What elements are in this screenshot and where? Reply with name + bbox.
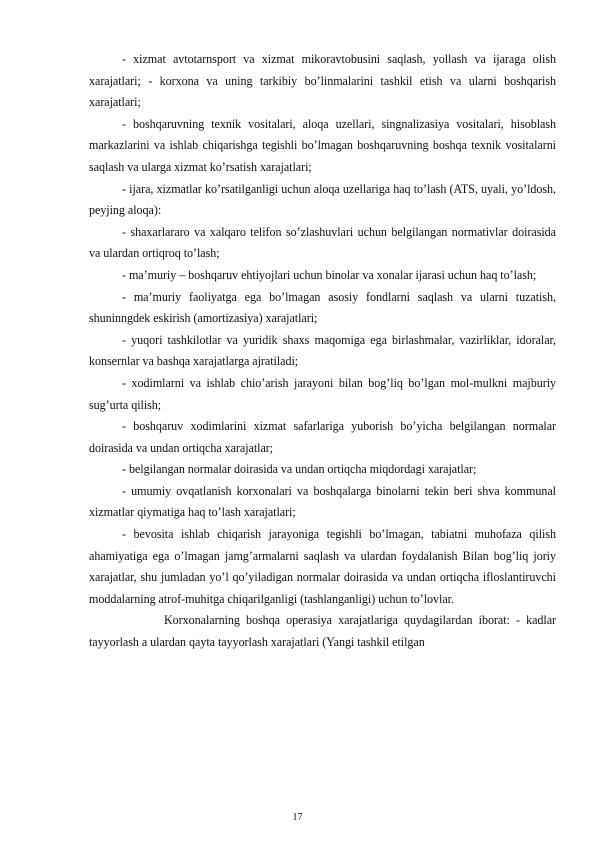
paragraph-3: - ijara, xizmatlar ko’rsatilganligi uchun aloqa uzellariga haq to’lash (ATS, uyali, yo’ldosh, peyjing aloqa): [89,181,556,218]
paragraph-13: Korxonalarning boshqa operasiya xarajatlariga quydagilardan iborat: - kadlar tayyorlash a ulardan qayta tayyorlash xarajatlari (Yangi tashkil etilgan [89,613,556,650]
paragraph-7: - yuqori tashkilotlar va yuridik shaxs maqomiga ega birlashmalar, vazirliklar, idoralar, konsernlar va bashqa xarajatlarga ajratiladi; [89,332,556,369]
paragraph-8: - xodimlarni va ishlab chio’arish jarayoni bilan bog’liq bo’lgan mol-mulkni majburiy sug’urta qilish; [89,375,556,412]
paragraph-12: - bevosita ishlab chiqarish jarayoniga tegishli bo’lmagan, tabiatni muhofaza qilish ahamiyatiga ega o’lmagan jamg’armalarni saqlash va ulardan foydalanish Bilan bog’liq joriy xarajatlar, shu jumladan yo’l qo’yiladigan normalar doirasida va undan ortiqcha ifloslantiruvchi moddalarning atrof-muhitga chiqarilganligi (tashlanganligi) uchun to’lovlar. [89,527,556,606]
paragraph-4: - shaxarlararo va xalqaro telifon so’zlashuvlari uchun belgilangan normativlar doirasida va ulardan ortiqroq to’lash; [89,224,556,261]
paragraph-2: - boshqaruvning texnik vositalari, aloqa uzellari, singnalizasiya vositalari, hisoblash markazlarini va ishlab chiqarishga tegishli bo’lmagan boshqaruvning boshqa texnik vositalarni saqlash va ularga xizmat ko’rsatish xarajatlari; [89,116,556,174]
paragraph-6: - ma’muriy faoliyatga ega bo’lmagan asosiy fondlarni saqlash va ularni tuzatish, shuninngdek eskirish (amortizasiya) xarajatlari; [89,289,556,326]
page-number: 17 [292,812,303,823]
paragraph-1: - xizmat avtotarnsport va xizmat mikoravtobusini saqlash, yollash va ijaraga olish xarajatlari; - korxona va uning tarkibiy bo’linmalarini tashkil etish va ularni boshqarish xarajatlari; [89,52,556,110]
paragraph-9: - boshqaruv xodimlarini xizmat safarlariga yuborish bo’yicha belgilangan normalar doirasida va undan ortiqcha xarajatlar; [89,419,556,455]
paragraph-11: - umumiy ovqatlanish korxonalari va boshqalarga binolarni tekin beri shva kommunal xizmatlar qiymatiga haq to’lash xarajatlari; [89,483,556,520]
paragraph-10: - belgilangan normalar doirasida va undan ortiqcha miqdordagi xarajatlar; [122,462,477,477]
paragraph-5: - ma’muriy – boshqaruv ehtiyojlari uchun binolar va xonalar ijarasi uchun haq to’lash; [122,267,537,282]
document-body [89,49,556,654]
